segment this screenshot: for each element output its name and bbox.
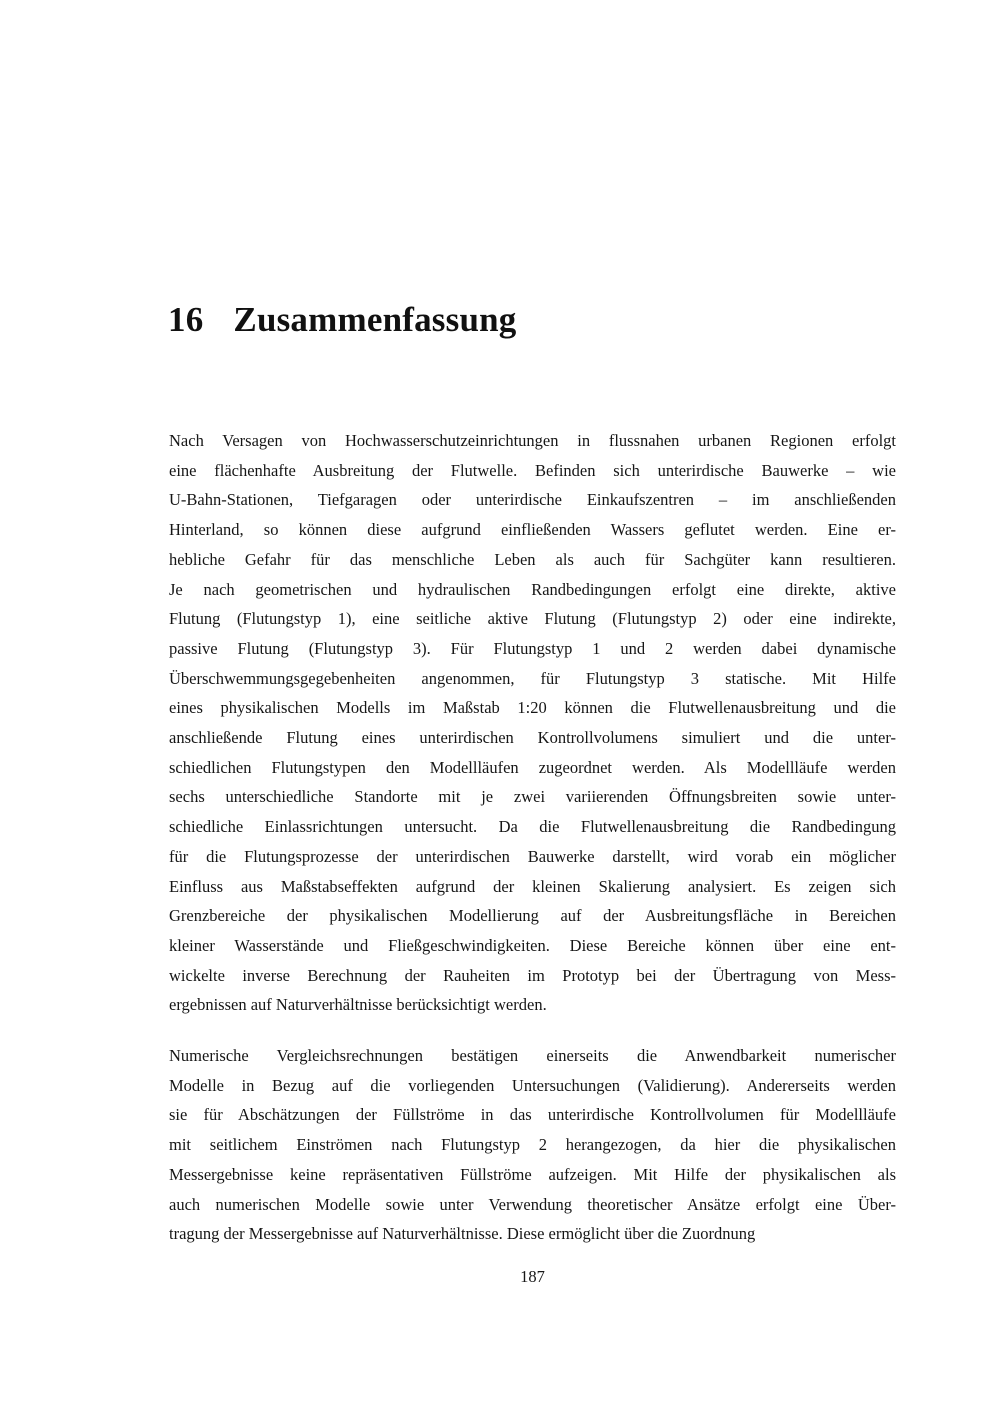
text-line: eine flächenhafte Ausbreitung der Flutwelle. Befinden sich unterirdische Bauwerke – wie [169, 460, 896, 480]
section-title: Zusammenfassung [233, 300, 517, 339]
text-line: sie für Abschätzungen der Füllströme in das unterirdische Kontrollvolumen für Modellläufe [169, 1105, 896, 1125]
text-line: U-Bahn-Stationen, Tiefgaragen oder unterirdische Einkaufszentren – im anschließenden [169, 490, 896, 510]
paragraph [169, 1041, 896, 1249]
text-line: schiedlichen Flutungstypen den Modellläufen zugeordnet werden. Als Modellläufe werden [169, 757, 896, 777]
text-line: Modelle in Bezug auf die vorliegenden Untersuchungen (Validierung). Andererseits werden [169, 1075, 896, 1095]
text-line: anschließende Flutung eines unterirdischen Kontrollvolumens simuliert und die unter- [169, 728, 896, 748]
text-line: schiedliche Einlassrichtungen untersucht. Da die Flutwellenausbreitung die Randbedingung [169, 817, 896, 837]
paragraph [169, 426, 896, 1020]
text-line: auch numerischen Modelle sowie unter Verwendung theoretischer Ansätze erfolgt eine Über- [169, 1194, 896, 1214]
text-line: ergebnissen auf Naturverhältnisse berücksichtigt werden. [169, 995, 547, 1015]
text-line: wickelte inverse Berechnung der Rauheiten im Prototyp bei der Übertragung von Mess- [169, 965, 896, 985]
text-line: Hinterland, so können diese aufgrund einfließenden Wassers geflutet werden. Eine er- [169, 520, 896, 540]
text-line: Nach Versagen von Hochwasserschutzeinrichtungen in flussnahen urbanen Regionen erfolgt [169, 431, 896, 450]
text-line: passive Flutung (Flutungstyp 3). Für Flutungstyp 1 und 2 werden dabei dynamische [169, 638, 896, 658]
text-line: Messergebnisse keine repräsentativen Füllströme aufzeigen. Mit Hilfe der physikalischen als [169, 1164, 896, 1184]
text-line: hebliche Gefahr für das menschliche Leben als auch für Sachgüter kann resultieren. [169, 549, 896, 569]
text-line: Einfluss aus Maßstabseffekten aufgrund der kleinen Skalierung analysiert. Es zeigen sich [169, 876, 896, 896]
text-line: eines physikalischen Modells im Maßstab 1:20 können die Flutwellenausbreitung und die [169, 698, 896, 718]
text-line: Flutung (Flutungstyp 1), eine seitliche aktive Flutung (Flutungstyp 2) oder eine indirekte, [169, 609, 896, 629]
text-line: tragung der Messergebnisse auf Naturverhältnisse. Diese ermöglicht über die Zuordnung [169, 1224, 756, 1244]
text-line: Überschwemmungsgegebenheiten angenommen, für Flutungstyp 3 statische. Mit Hilfe [169, 668, 896, 688]
body-text [169, 426, 896, 1249]
text-line: mit seitlichem Einströmen nach Flutungstyp 2 herangezogen, da hier die physikalischen [169, 1135, 896, 1155]
text-line: Grenzbereiche der physikalischen Modellierung auf der Ausbreitungsfläche in Bereichen [169, 906, 896, 926]
section-number: 16 [168, 300, 204, 339]
text-line: für die Flutungsprozesse der unterirdischen Bauwerke darstellt, wird vorab ein möglicher [169, 846, 896, 866]
section-heading [168, 301, 516, 340]
text-line: Je nach geometrischen und hydraulischen Randbedingungen erfolgt eine direkte, aktive [169, 579, 896, 599]
text-line: Numerische Vergleichsrechnungen bestätigen einerseits die Anwendbarkeit numerischer [169, 1046, 896, 1066]
text-line: kleiner Wasserstände und Fließgeschwindigkeiten. Diese Bereiche können über eine ent- [169, 935, 896, 955]
page-number: 187 [520, 1267, 545, 1286]
text-line: sechs unterschiedliche Standorte mit je zwei variierenden Öffnungsbreiten sowie unter- [169, 787, 896, 807]
